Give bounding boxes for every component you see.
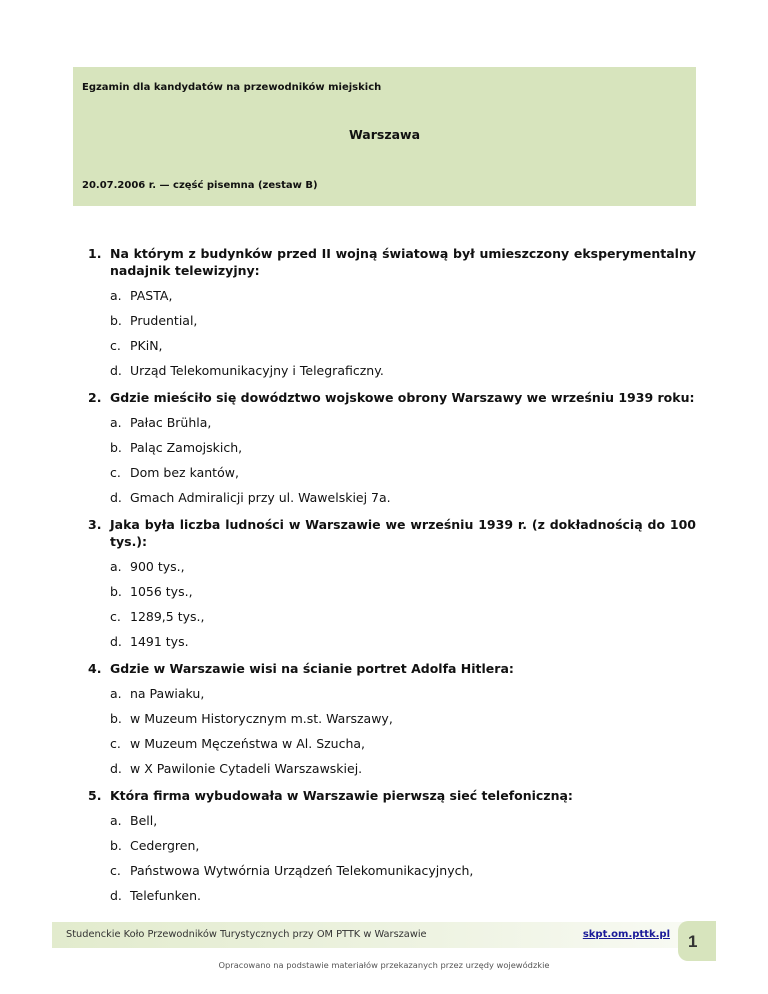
question-number: 5.: [88, 788, 102, 803]
answer-letter: c.: [110, 609, 121, 624]
answer-letter: b.: [110, 440, 122, 455]
answer-letter: b.: [110, 838, 122, 853]
answer-option: [110, 608, 696, 625]
question-2: [88, 389, 696, 506]
question-text: Gdzie mieściło się dowództwo wojskowe obrony Warszawy we wrześniu 1939 roku:: [110, 390, 695, 405]
answer-list: [110, 685, 696, 777]
answer-letter: c.: [110, 465, 121, 480]
question-number: 2.: [88, 390, 102, 405]
answer-option: [110, 558, 696, 575]
answer-option: [110, 887, 696, 904]
answer-option: [110, 837, 696, 854]
answer-option: [110, 862, 696, 879]
answer-letter: d.: [110, 634, 122, 649]
answer-text: Dom bez kantów,: [130, 465, 239, 480]
city-title: Warszawa: [348, 127, 421, 142]
answer-option: [110, 735, 696, 752]
answer-text: 1289,5 tys.,: [130, 609, 205, 624]
exam-date: 20.07.2006 r. — część pisemna (zestaw B): [82, 180, 318, 191]
answer-option: [110, 583, 696, 600]
answer-text: Telefunken.: [130, 888, 201, 903]
answer-text: PASTA,: [130, 288, 173, 303]
answer-text: w Muzeum Historycznym m.st. Warszawy,: [130, 711, 393, 726]
answer-letter: d.: [110, 888, 122, 903]
answer-letter: c.: [110, 863, 121, 878]
answer-text: na Pawiaku,: [130, 686, 205, 701]
answer-letter: a.: [110, 559, 122, 574]
question-text: Gdzie w Warszawie wisi na ścianie portret Adolfa Hitlera:: [110, 661, 514, 676]
answer-text: Pałac Brühla,: [130, 415, 212, 430]
question-3: [88, 516, 696, 650]
question-1: [88, 245, 696, 379]
answer-option: [110, 685, 696, 702]
answer-text: w X Pawilonie Cytadeli Warszawskiej.: [130, 761, 363, 776]
question-4: [88, 660, 696, 777]
footer-organization: Studenckie Koło Przewodników Turystycznych przy OM PTTK w Warszawie: [66, 929, 427, 940]
answer-option: [110, 760, 696, 777]
answer-list: [110, 812, 696, 904]
answer-option: [110, 633, 696, 650]
answer-option: [110, 312, 696, 329]
answer-letter: a.: [110, 415, 122, 430]
answer-letter: d.: [110, 490, 122, 505]
question-text: Jaka była liczba ludności w Warszawie we wrześniu 1939 r. (z dokładnością do 100 tys.):: [110, 517, 696, 549]
question-list: [88, 245, 696, 914]
answer-letter: b.: [110, 313, 122, 328]
answer-text: Paląc Zamojskich,: [130, 440, 243, 455]
answer-option: [110, 414, 696, 431]
answer-option: [110, 489, 696, 506]
exam-title: Egzamin dla kandydatów na przewodników miejskich: [82, 82, 382, 93]
page-number: 1: [688, 932, 698, 951]
answer-option: [110, 464, 696, 481]
answer-letter: a.: [110, 686, 122, 701]
question-number: 3.: [88, 517, 102, 532]
answer-text: w Muzeum Męczeństwa w Al. Szucha,: [130, 736, 366, 751]
answer-text: 900 tys.,: [130, 559, 185, 574]
answer-option: [110, 362, 696, 379]
answer-letter: b.: [110, 711, 122, 726]
answer-text: 1056 tys.,: [130, 584, 193, 599]
answer-text: Urząd Telekomunikacyjny i Telegraficzny.: [130, 363, 384, 378]
answer-text: PKiN,: [130, 338, 163, 353]
answer-text: 1491 tys.: [130, 634, 189, 649]
answer-option: [110, 337, 696, 354]
answer-text: Cedergren,: [130, 838, 200, 853]
answer-letter: a.: [110, 288, 122, 303]
answer-list: [110, 414, 696, 506]
question-text: Która firma wybudowała w Warszawie pierwszą sieć telefoniczną:: [110, 788, 573, 803]
exam-header: [73, 67, 696, 206]
answer-letter: d.: [110, 761, 122, 776]
answer-letter: a.: [110, 813, 122, 828]
footer-bar: [52, 922, 687, 948]
answer-option: [110, 812, 696, 829]
answer-list: [110, 287, 696, 379]
answer-letter: b.: [110, 584, 122, 599]
answer-letter: c.: [110, 338, 121, 353]
answer-option: [110, 287, 696, 304]
answer-option: [110, 439, 696, 456]
footer-link[interactable]: skpt.om.pttk.pl: [582, 929, 670, 940]
question-5: [88, 787, 696, 904]
answer-text: Prudential,: [130, 313, 198, 328]
answer-letter: d.: [110, 363, 122, 378]
answer-letter: c.: [110, 736, 121, 751]
answer-text: Bell,: [130, 813, 158, 828]
answer-list: [110, 558, 696, 650]
answer-text: Państwowa Wytwórnia Urządzeń Telekomunikacyjnych,: [130, 863, 474, 878]
answer-option: [110, 710, 696, 727]
answer-text: Gmach Admiralicji przy ul. Wawelskiej 7a.: [130, 490, 391, 505]
question-number: 1.: [88, 246, 102, 261]
footer-note: Opracowano na podstawie materiałów przekazanych przez urzędy wojewódzkie: [218, 960, 550, 970]
question-text: Na którym z budynków przed II wojną światową był umieszczony eksperymentalny nadajnik telewizyjny:: [110, 246, 696, 278]
question-number: 4.: [88, 661, 102, 676]
